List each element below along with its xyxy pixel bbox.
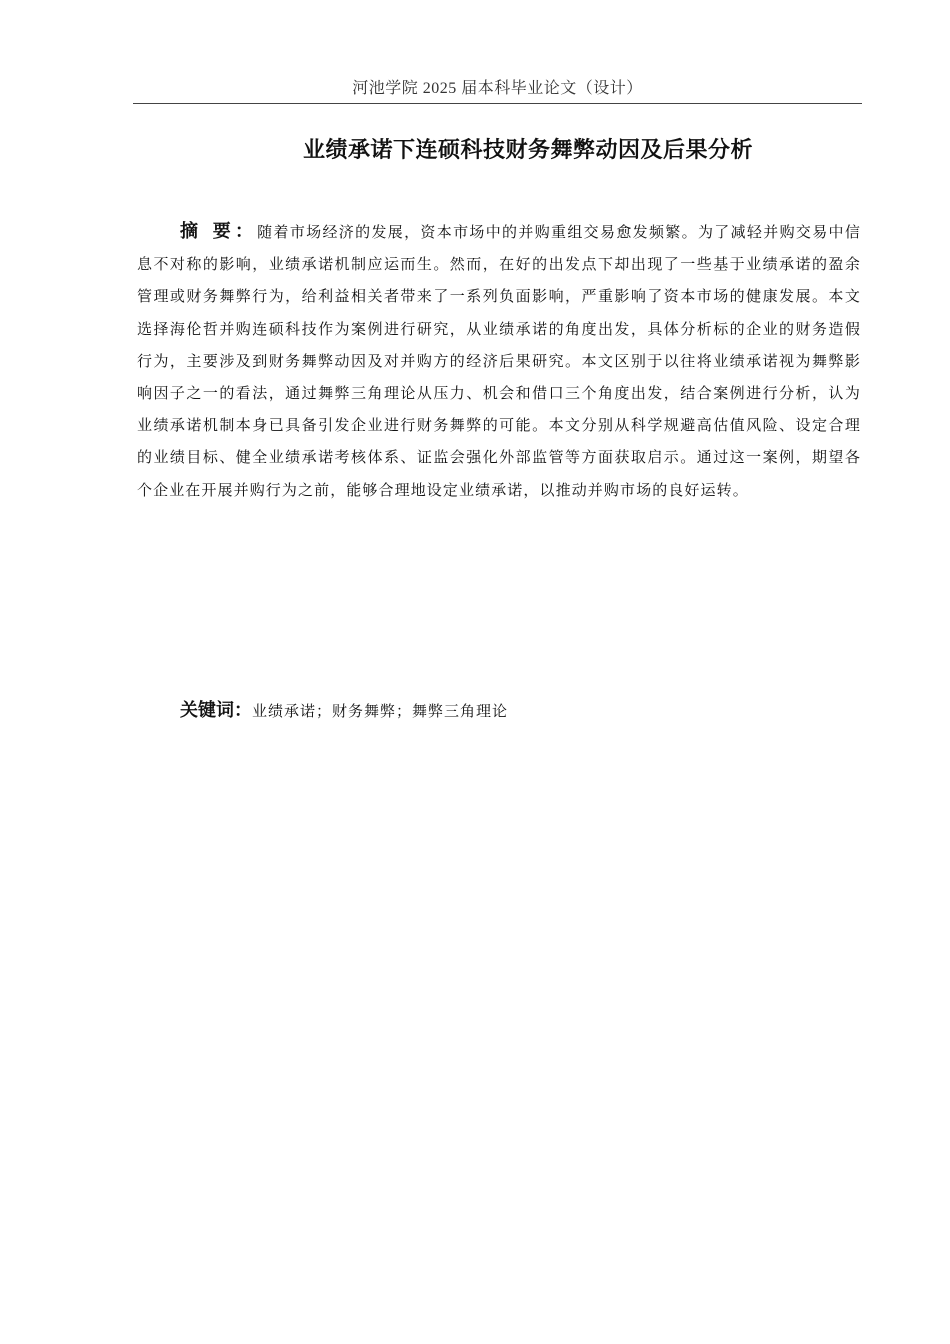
keywords-label: 关键词： bbox=[180, 700, 252, 721]
abstract-label: 摘 要： bbox=[180, 221, 258, 242]
abstract-text: 随着市场经济的发展，资本市场中的并购重组交易愈发频繁。为了减轻并购交易中信息不对称的影响，业绩承诺机制应运而生。然而，在好的出发点下却出现了一些基于业绩承诺的盈余管理或财务舞弊行为，给利益相关者带来了一系列负面影响，严重影响了资本市场的健康发展。本文选择海伦哲并购连硕科技作为案例进行研究，从业绩承诺的角度出发，具体分析标的企业的财务造假行为，主要涉及到财务舞弊动因及对并购方的经济后果研究。本文区别于以往将业绩承诺视为舞弊影响因子之一的看法，通过舞弊三角理论从压力、机会和借口三个角度出发，结合案例进行分析，认为业绩承诺机制本身已具备引发企业进行财务舞弊的可能。本文分别从科学规避高估值风险、设定合理的业绩目标、健全业绩承诺考核体系、证监会强化外部监管等方面获取启示。通过这一案例，期望各个企业在开展并购行为之前，能够合理地设定业绩承诺，以推动并购市场的良好运转。 bbox=[137, 223, 861, 499]
keywords-text: 业绩承诺；财务舞弊；舞弊三角理论 bbox=[252, 702, 509, 720]
keywords-line bbox=[180, 696, 860, 726]
header-divider bbox=[133, 103, 862, 104]
abstract-paragraph bbox=[137, 216, 861, 506]
document-title: 业绩承诺下连硕科技财务舞弊动因及后果分析 bbox=[302, 138, 753, 163]
running-header: 河池学院 2025 届本科毕业论文（设计） bbox=[352, 80, 643, 97]
